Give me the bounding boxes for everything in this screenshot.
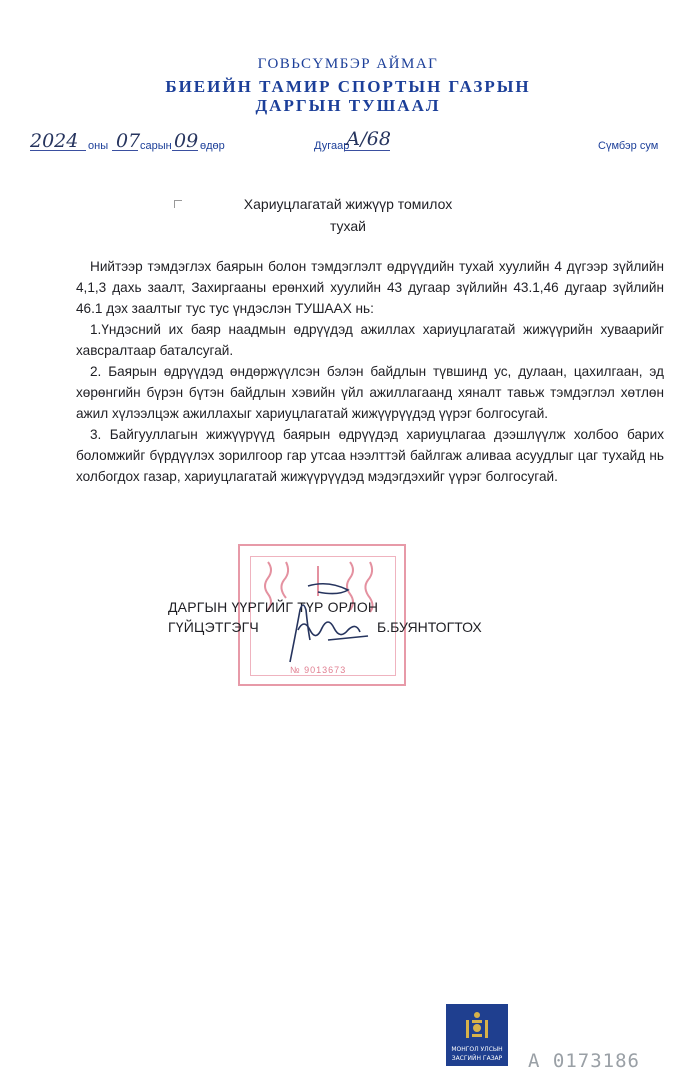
header-aimag: ГОВЬСҮМБЭР АЙМАГ bbox=[257, 56, 439, 72]
order-item-1: 1.Үндэсний их баяр наадмын өдрүүдэд ажиллах хариуцлагатай жижүүрийн хуваарийг хавсралтаар баталсугай. bbox=[76, 322, 664, 358]
place-label: Сүмбэр сум bbox=[598, 140, 659, 152]
stamp-number: № 9013673 bbox=[290, 665, 347, 675]
order-body bbox=[76, 256, 664, 487]
year-underline bbox=[30, 150, 86, 151]
signatory-title-line1: ДАРГЫН ҮҮРГИЙГ ТҮР ОРЛОН bbox=[168, 599, 379, 615]
order-item-3: 3. Байгууллагын жижүүрүүд баярын өдрүүдэд хариуцлагаа дээшлүүлж холбоо барих боломжийг бүрдүүлэх зорилгоор гар утсаа нээлттэй байлгаж аливаа асуудлыг цаг тухайд нь холбогдох газар, хариуцлагатай жижүүрүүдэд мэдэгдэхийг үүрэг болгосугай. bbox=[76, 427, 664, 484]
day-underline bbox=[172, 150, 198, 151]
form-serial-number: А 0173186 bbox=[528, 1050, 640, 1072]
month-label: сарын bbox=[140, 140, 172, 152]
date-line bbox=[0, 128, 696, 158]
order-item-2: 2. Баярын өдрүүдэд өндөржүүлсэн бэлэн байдлын түвшинд ус, дулаан, цахилгаан, эд хөрөнгийн бүрэн бүтэн байдлын хэвийн үйл ажиллагаанд хяналт тавьж тэмдэглэл хөтлөн ажил хүлээлцэж ажиллахыг хариуцлагатай жижүүрүүдэд үүрэг болгосугай. bbox=[76, 364, 664, 421]
year-label: оны bbox=[88, 140, 109, 152]
number-underline bbox=[344, 150, 390, 151]
date-month: 07 bbox=[116, 130, 141, 152]
government-emblem bbox=[446, 1004, 508, 1066]
date-year: 2024 bbox=[30, 130, 79, 152]
emblem-text-line1: МОНГОЛ УЛСЫН bbox=[451, 1046, 503, 1053]
date-day: 09 bbox=[174, 130, 199, 152]
order-number: А/68 bbox=[346, 128, 391, 150]
signatory-title-line2: ГҮЙЦЭТГЭГЧ bbox=[168, 619, 259, 635]
order-title: Хариуцлагатай жижүүр томилох bbox=[243, 196, 453, 212]
header-order-type: ДАРГЫН ТУШААЛ bbox=[255, 96, 441, 115]
handwritten-signature bbox=[268, 574, 378, 670]
emblem-text-line2: ЗАСГИЙН ГАЗАР bbox=[451, 1055, 503, 1062]
soyombo-icon bbox=[463, 1010, 491, 1040]
header-agency: БИЕИЙН ТАМИР СПОРТЫН ГАЗРЫН bbox=[165, 77, 531, 96]
intro-paragraph: Нийтээр тэмдэглэх баярын болон тэмдэглэлт өдрүүдийн тухай хуулийн 4 дүгээр зүйлийн 4,1,3 дахь заалт, Захиргааны ерөнхий хуулийн 43 дугаар зүйлийн 43.1,46 дугаар зүйлийн 46.1 дэх заалтыг тус тус үндэслэн ТУШААХ нь: bbox=[76, 259, 664, 316]
order-title-suffix: тухай bbox=[329, 218, 367, 234]
number-label: Дугаар bbox=[314, 140, 350, 152]
signatory-name: Б.БУЯНТОГТОХ bbox=[377, 619, 482, 635]
day-label: өдөр bbox=[200, 140, 225, 152]
month-underline bbox=[112, 150, 138, 151]
